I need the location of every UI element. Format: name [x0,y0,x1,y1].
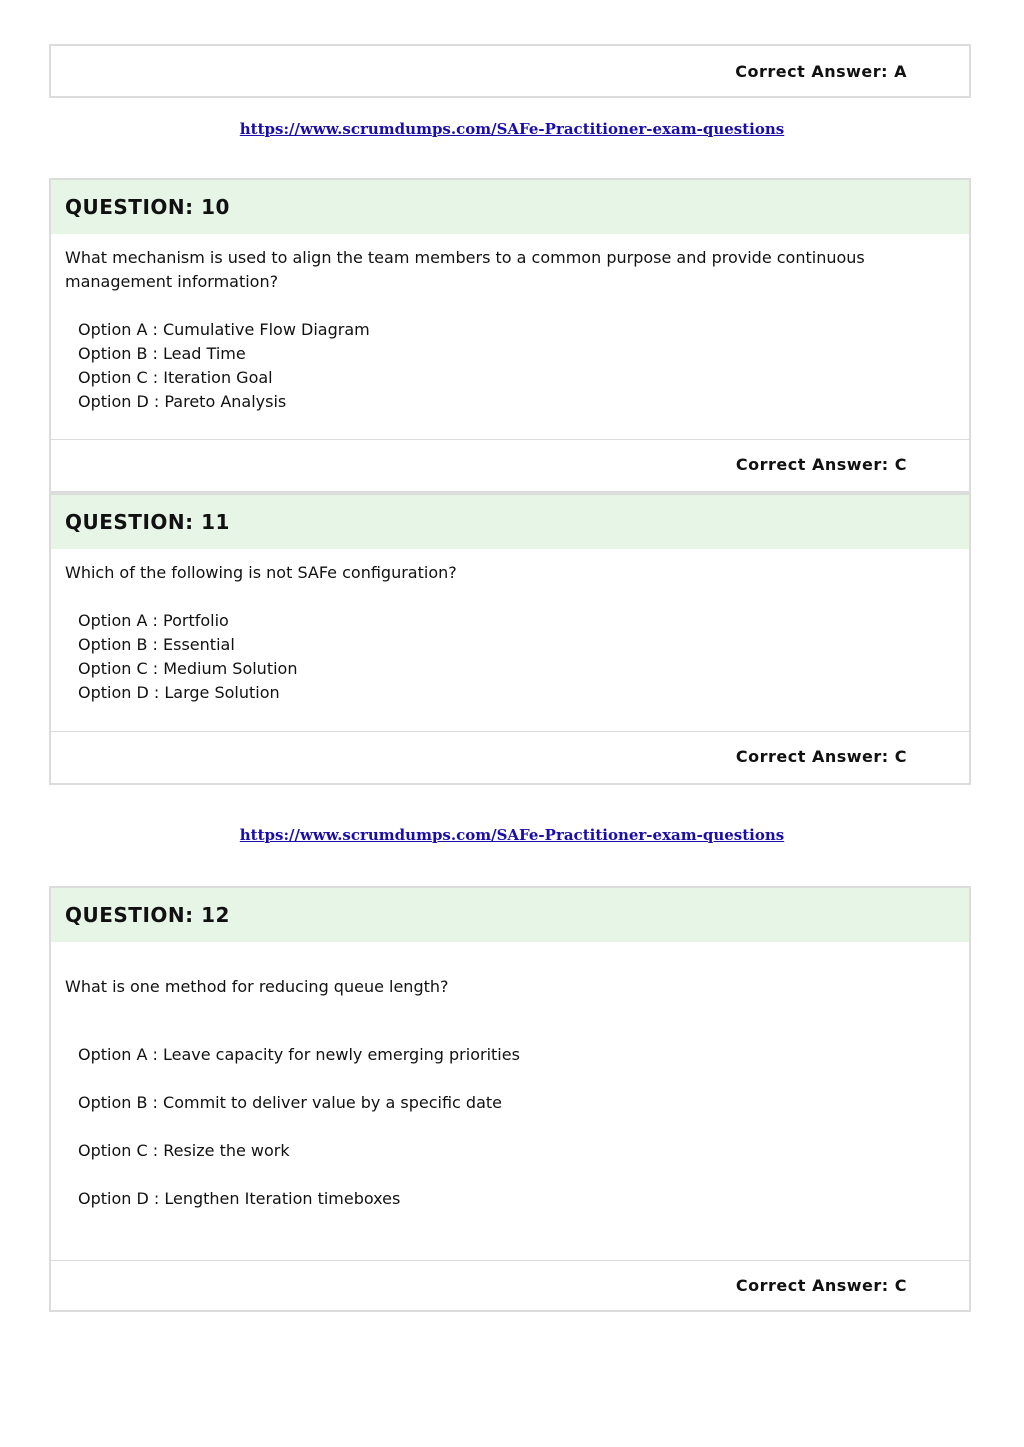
question-title: QUESTION: 11 [65,510,230,534]
answer-row [51,1261,969,1311]
option-b: Option B : Essential [78,635,235,654]
question-text: What mechanism is used to align the team members to a common purpose and provide continuous management information? [65,248,865,291]
option-d: Option D : Lengthen Iteration timeboxes [78,1189,401,1208]
exam-link[interactable]: https://www.scrumdumps.com/SAFe-Practitioner-exam-questions [239,120,785,138]
option-b: Option B : Commit to deliver value by a specific date [78,1093,502,1112]
question-title: QUESTION: 10 [65,195,230,219]
option-d: Option D : Pareto Analysis [78,392,287,411]
prev-answer-box [49,44,971,98]
option-a: Option A : Portfolio [78,611,229,630]
question-body [51,549,969,731]
answer-row [51,440,969,490]
option-a: Option A : Cumulative Flow Diagram [78,320,370,339]
question-header [51,180,969,234]
option-c: Option C : Resize the work [78,1141,290,1160]
answer-row [51,46,969,96]
question-text: What is one method for reducing queue length? [65,977,449,996]
question-text: Which of the following is not SAFe configuration? [65,563,457,582]
question-body [51,942,969,1258]
correct-answer: Correct Answer: C [735,1276,907,1295]
question-body [51,234,969,439]
question-header [51,495,969,549]
question-card-11 [49,493,971,785]
option-c: Option C : Medium Solution [78,659,298,678]
correct-answer: Correct Answer: C [735,455,907,474]
correct-answer: Correct Answer: A [735,62,907,81]
option-c: Option C : Iteration Goal [78,368,273,387]
question-card-10 [49,178,971,493]
exam-link[interactable]: https://www.scrumdumps.com/SAFe-Practitioner-exam-questions [239,826,785,844]
option-a: Option A : Leave capacity for newly emerging priorities [78,1045,520,1064]
question-card-12 [49,886,971,1312]
question-title: QUESTION: 12 [65,903,230,927]
correct-answer: Correct Answer: C [735,747,907,766]
option-b: Option B : Lead Time [78,344,246,363]
answer-row [51,732,969,782]
option-d: Option D : Large Solution [78,683,280,702]
question-header [51,888,969,942]
